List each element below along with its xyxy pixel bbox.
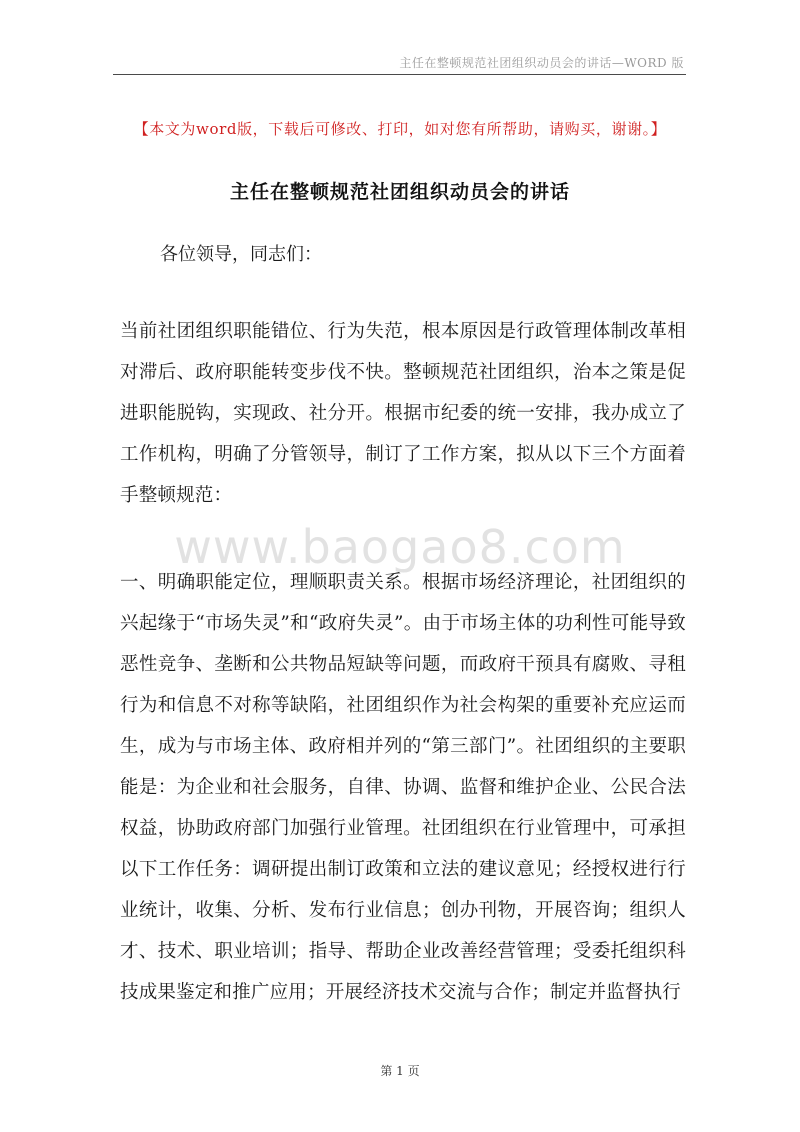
salutation: 各位领导，同志们： — [160, 244, 322, 265]
paragraph-2: 一、明确职能定位，理顺职责关系。根据市场经济理论，社团组织的兴起缘于“市场失灵”和“政府失灵”。由于市场主体的功利性可能导致恶性竞争、垄断和公共物品短缺等问题，而政府干预具有腐败、寻租行为和信息不对称等缺陷，社团组织作为社会构架的重要补充应运而生，成为与市场主体、政府相并列的“第三部门”。社团组织的主要职能是：为企业和社会服务，自律、协调、监督和维护企业、公民合法权益，协助政府部门加强行业管理。社团组织在行业管理中，可承担以下工作任务：调研提出制订政策和立法的建议意见；经授权进行行业统计，收集、分析、发布行业信息；创办刊物，开展咨询；组织人才、技术、职业培训；指导、帮助企业改善经营管理；受委托组织科技成果鉴定和推广应用；开展经济技术交流与合作；制定并监督执行 — [120, 572, 686, 1003]
page-number: 第 1 页 — [380, 1064, 420, 1078]
download-notice: 【本文为word版，下载后可修改、打印，如对您有所帮助，请购买，谢谢。】 — [133, 120, 667, 138]
document-title: 主任在整顿规范社团组织动员会的讲话 — [229, 181, 570, 203]
running-header: 主任在整顿规范社团组织动员会的讲话—WORD 版 — [399, 56, 684, 70]
header-divider — [113, 74, 686, 75]
paragraph-1: 当前社团组织职能错位、行为失范，根本原因是行政管理体制改革相对滞后、政府职能转变步伐不快。整顿规范社团组织，治本之策是促进职能脱钩，实现政、社分开。根据市纪委的统一安排，我办成立了工作机构，明确了分管领导，制订了工作方案，拟从以下三个方面着手整顿规范： — [120, 321, 686, 506]
watermark: www.baogao8.com — [174, 520, 626, 574]
